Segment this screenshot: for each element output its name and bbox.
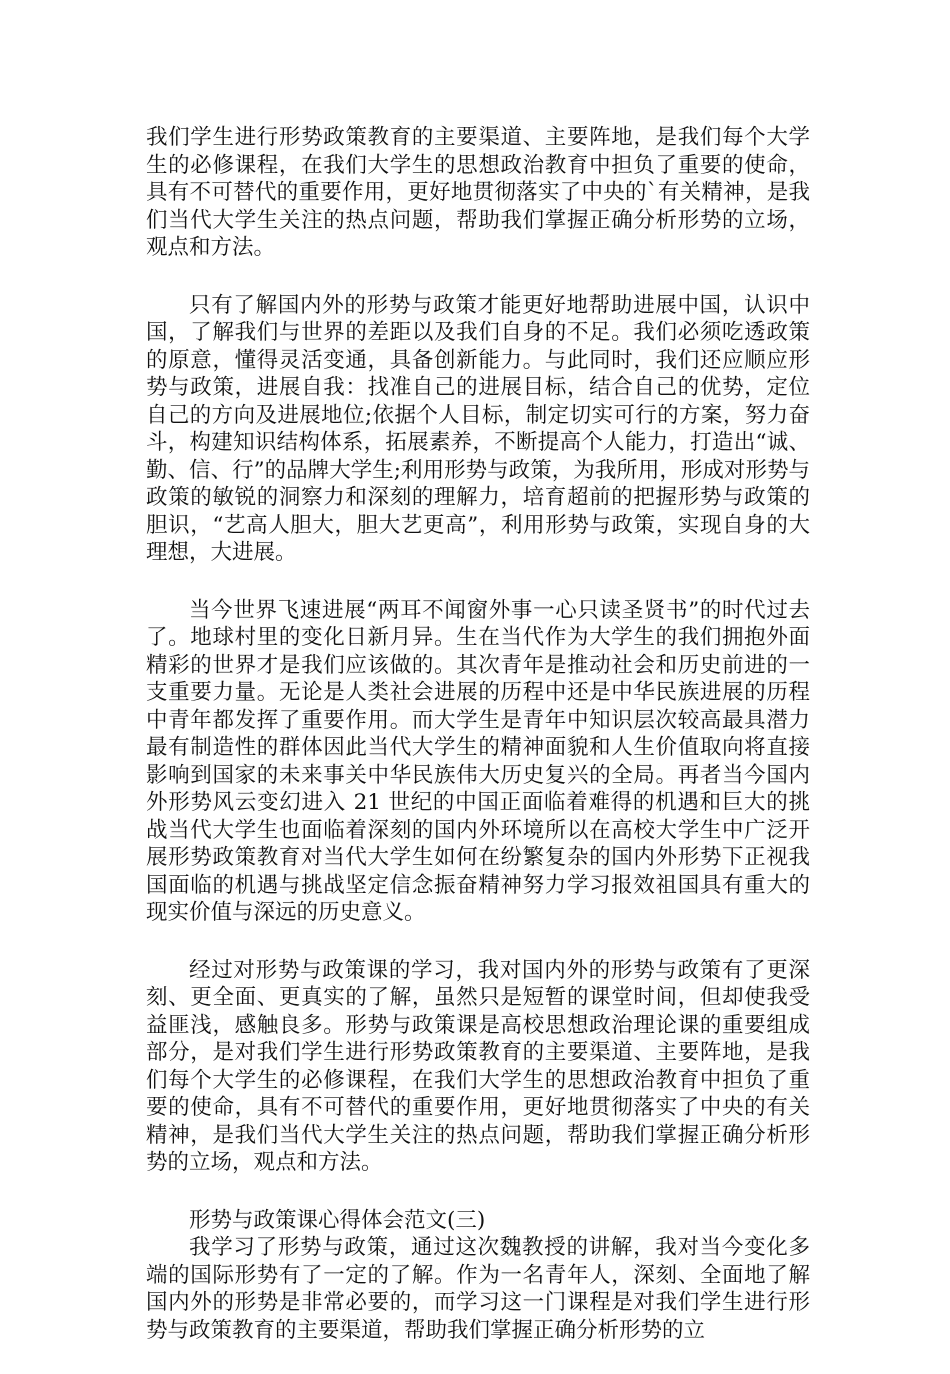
paragraph-4: 经过对形势与政策课的学习，我对国内外的形势与政策有了更深刻、更全面、更真实的了解，虽然只是短暂的课堂时间，但却使我受益匪浅，感触良多。形势与政策课是高校思想政治理论课的重要组成部分，是对我们学生进行形势政策教育的主要渠道、主要阵地，是我们每个大学生的必修课程，在我们大学生的思想政治教育中担负了重要的使命，具有不可替代的重要作用，更好地贯彻落实了中央的有关精神，是我们当代大学生关注的热点问题，帮助我们掌握正确分析形势的立场，观点和方法。 [146,957,810,1175]
paragraph-3: 当今世界飞速进展“两耳不闻窗外事一心只读圣贤书”的时代过去了。地球村里的变化日新月异。生在当代作为大学生的我们拥抱外面精彩的世界才是我们应该做的。其次青年是推动社会和历史前进的一支重要力量。无论是人类社会进展的历程中还是中华民族进展的历程中青年都发挥了重要作用。而大学生是青年中知识层次较高最具潜力最有制造性的群体因此当代大学生的精神面貌和人生价值取向将直接影响到国家的未来事关中华民族伟大历史复兴的全局。再者当今国内外形势风云变幻进入 21 世纪的中国正面临着难得的机遇和巨大的挑战当代大学生也面临着深刻的国内外环境所以在高校大学生中广泛开展形势政策教育对当代大学生如何在纷繁复杂的国内外形势下正视我国面临的机遇与挑战坚定信念振奋精神努力学习报效祖国具有重大的现实价值与深远的历史意义。 [146,597,810,925]
paragraph-1: 我们学生进行形势政策教育的主要渠道、主要阵地，是我们每个大学生的必修课程，在我们大学生的思想政治教育中担负了重要的使命，具有不可替代的重要作用，更好地贯彻落实了中央的`有关精神，是我们当代大学生关注的热点问题，帮助我们掌握正确分析形势的立场，观点和方法。 [146,125,810,260]
paragraph-5: 我学习了形势与政策，通过这次魏教授的讲解，我对当今变化多端的国际形势有了一定的了解。作为一名青年人，深刻、全面地了解国内外的形势是非常必要的，而学习这一门课程是对我们学生进行形势与政策教育的主要渠道，帮助我们掌握正确分析形势的立 [146,1235,810,1343]
document-page [146,124,810,1374]
paragraph-2: 只有了解国内外的形势与政策才能更好地帮助进展中国，认识中国，了解我们与世界的差距以及我们自身的不足。我们必须吃透政策的原意，懂得灵活变通，具备创新能力。与此同时，我们还应顺应形势与政策，进展自我：找准自己的进展目标，结合自己的优势，定位自己的方向及进展地位;依据个人目标，制定切实可行的方案，努力奋斗，构建知识结构体系，拓展素养，不断提高个人能力，打造出“诚、勤、信、行”的品牌大学生;利用形势与政策，为我所用，形成对形势与政策的敏锐的洞察力和深刻的理解力，培育超前的把握形势与政策的胆识，“艺高人胆大，胆大艺更高”，利用形势与政策，实现自身的大理想，大进展。 [146,292,810,565]
section-subheading: 形势与政策课心得体会范文(三) [189,1207,486,1233]
